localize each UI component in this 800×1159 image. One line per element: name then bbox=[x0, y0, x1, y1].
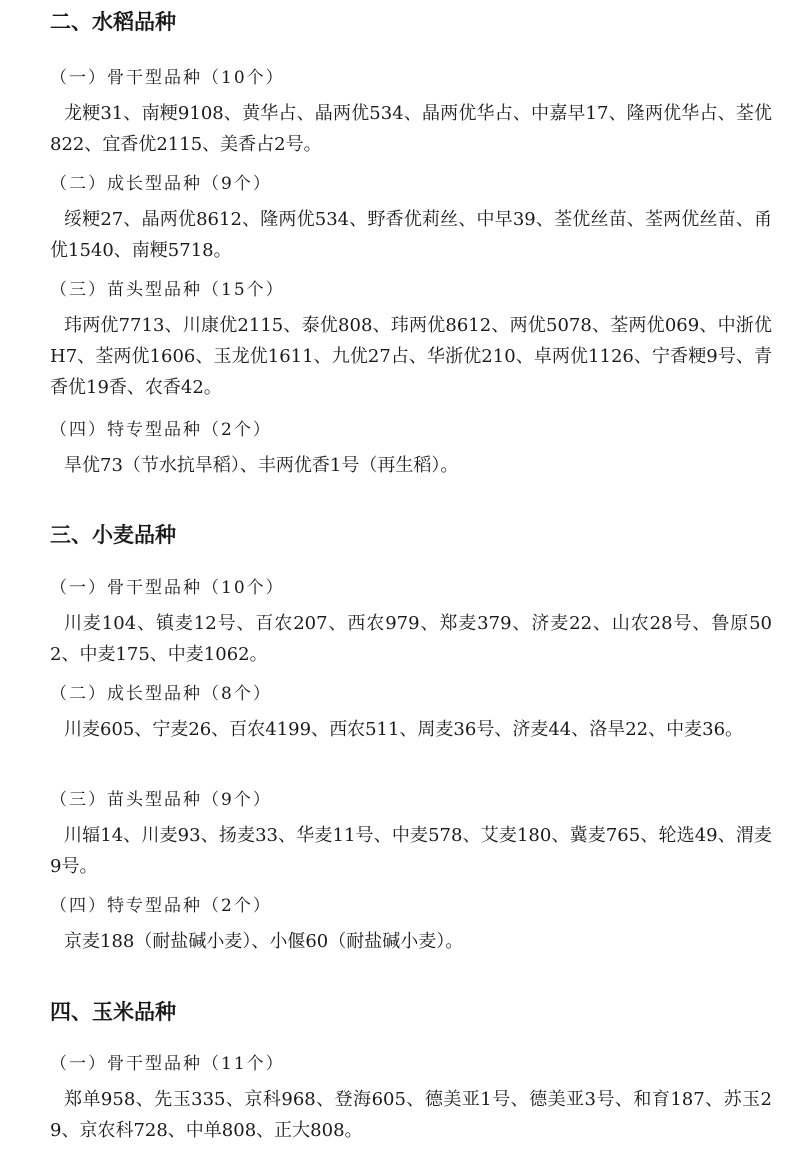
section-title-wheat: 三、小麦品种 bbox=[50, 523, 176, 547]
section-title-rice: 二、水稻品种 bbox=[50, 10, 176, 34]
variety-list-corn-backbone: 郑单958、先玉335、京科968、登海605、德美亚1号、德美亚3号、和育187、苏玉29、京农科728、中单808、正大808。 bbox=[50, 1089, 772, 1141]
section-title-corn: 四、玉米品种 bbox=[50, 1000, 176, 1024]
variety-list-rice-special: 旱优73（节水抗旱稻）、丰两优香1号（再生稻）。 bbox=[64, 455, 459, 476]
variety-list-rice-growth: 绥粳27、晶两优8612、隆两优534、野香优莉丝、中早39、荃优丝苗、荃两优丝苗、甬优1540、南粳5718。 bbox=[50, 209, 772, 261]
group-label-rice-backbone: （一）骨干型品种（10个） bbox=[50, 68, 285, 88]
group-label-rice-emerging: （三）苗头型品种（15个） bbox=[50, 280, 285, 300]
group-label-wheat-emerging: （三）苗头型品种（9个） bbox=[50, 790, 272, 810]
variety-list-wheat-growth: 川麦605、宁麦26、百农4199、西农511、周麦36号、济麦44、洛旱22、中麦36。 bbox=[64, 719, 744, 740]
group-label-wheat-growth: （二）成长型品种（8个） bbox=[50, 684, 272, 704]
group-label-wheat-backbone: （一）骨干型品种（10个） bbox=[50, 578, 285, 598]
variety-list-wheat-emerging: 川辐14、川麦93、扬麦33、华麦11号、中麦578、艾麦180、冀麦765、轮选49、渭麦9号。 bbox=[50, 825, 772, 877]
group-label-wheat-special: （四）特专型品种（2个） bbox=[50, 896, 272, 916]
variety-list-rice-emerging: 玮两优7713、川康优2115、泰优808、玮两优8612、两优5078、荃两优069、中浙优H7、荃两优1606、玉龙优1611、九优27占、华浙优210、卓两优1126、宁香粳9号、青香优19香、农香42。 bbox=[50, 315, 772, 398]
group-label-corn-backbone: （一）骨干型品种（11个） bbox=[50, 1054, 285, 1074]
group-label-rice-special: （四）特专型品种（2个） bbox=[50, 420, 272, 440]
group-label-rice-growth: （二）成长型品种（9个） bbox=[50, 174, 272, 194]
variety-list-wheat-special: 京麦188（耐盐碱小麦）、小偃60（耐盐碱小麦）。 bbox=[64, 931, 464, 952]
variety-list-wheat-backbone: 川麦104、镇麦12号、百农207、西农979、郑麦379、济麦22、山农28号、鲁原502、中麦175、中麦1062。 bbox=[50, 613, 772, 665]
variety-list-rice-backbone: 龙粳31、南粳9108、黄华占、晶两优534、晶两优华占、中嘉早17、隆两优华占、荃优822、宜香优2115、美香占2号。 bbox=[50, 103, 772, 155]
